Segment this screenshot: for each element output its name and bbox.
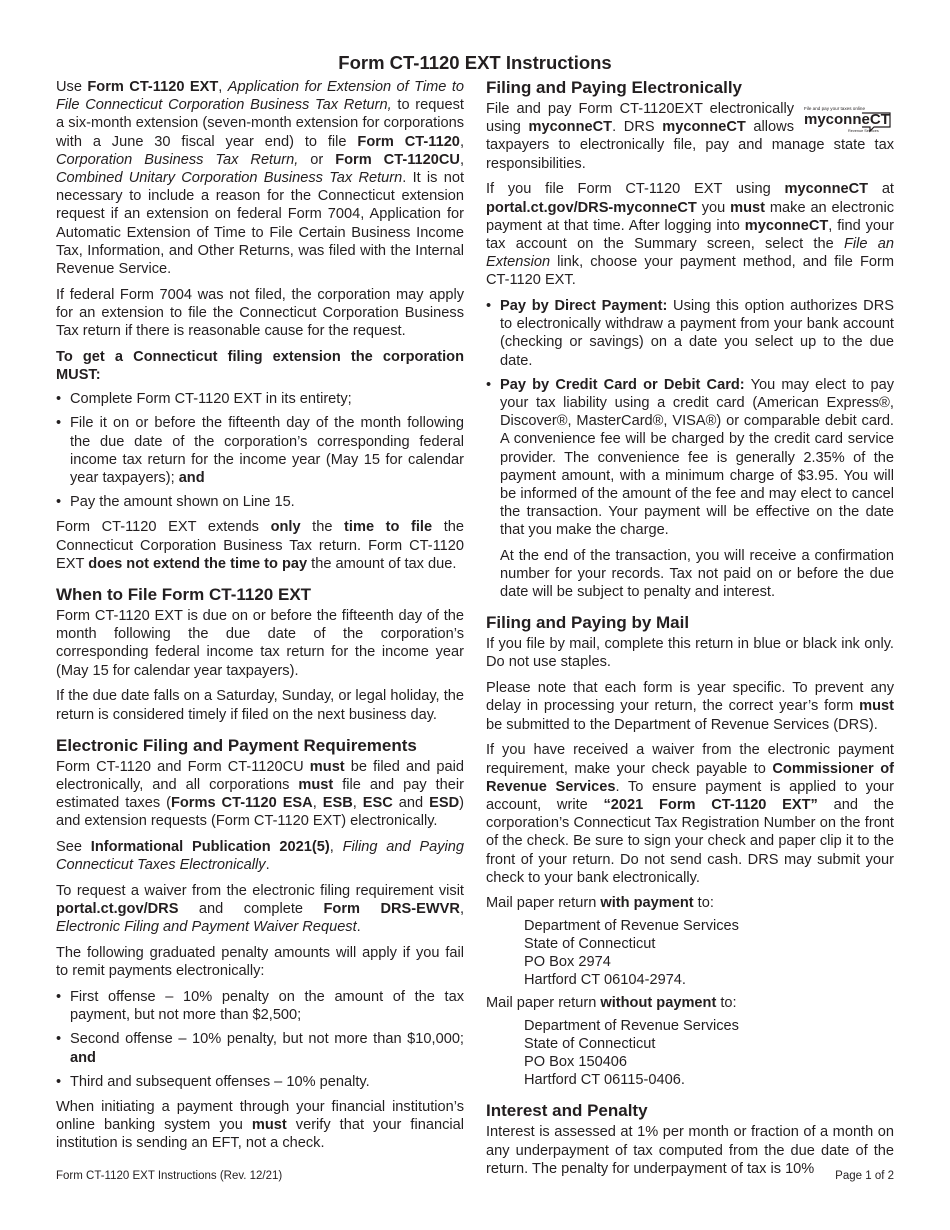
mail-paragraph-1: If you file by mail, complete this return in blue or black ink only. Do not use staples. [486,636,894,671]
elec-paragraph-2: If you file Form CT-1120 EXT using myconneCT at portal.ct.gov/DRS-myconneCT you must make an electronic payment at that time. After logging into myconneCT, find your tax account on the Summary screen, select the File an Extension link, choose your payment method, and file Form CT-1120 EXT. [486,181,895,289]
when-paragraph-2: If the due date falls on a Saturday, Sunday, or legal holiday, the return is considered timely if filed on the next business day. [56,688,464,723]
svg-text:Revenue Services: Revenue Services [848,129,879,133]
extends-paragraph: Form CT-1120 EXT extends only the time to file the Connecticut Corporation Business Tax return. Form CT-1120 EXT does not extend the time to pay the amount of tax due. [56,519,464,572]
confirmation-paragraph: At the end of the transaction, you will receive a confirmation number for your records. Tax not paid on or before the due date will be subject to penalty and interest. [500,547,894,601]
elec-paragraph-1: File and pay your taxes online myconneCT Revenue Services File and pay Form CT-1120EXT electronically using myconneCT. DRS myconneCT allows taxpayers to electronically file, pay and manage state tax responsibilities. [486,101,894,172]
list-item: • Complete Form CT-1120 EXT in its entirety; [56,391,352,408]
efile-paragraph-2: See Informational Publication 2021(5), Filing and Paying Connecticut Taxes Electronically. [56,839,464,874]
efile-paragraph-4: The following graduated penalty amounts will apply if you fail to remit payments electronically: [56,945,464,980]
payment-options-list [486,297,894,540]
list-item: • Third and subsequent offenses – 10% penalty. [56,1073,370,1090]
must-list [56,390,464,511]
address-line: State of Connecticut [524,935,656,952]
address-without-payment [524,1017,894,1090]
footer-form-revision: Form CT-1120 EXT Instructions (Rev. 12/21) [56,1170,283,1182]
svg-text:myconneCT: myconneCT [804,111,890,128]
myconnect-logo [802,104,894,134]
intro-paragraph: Use Form CT-1120 EXT, Application for Extension of Time to File Connecticut Corporation Business Tax Return, to request a six-month extension (seven-month extension for corporations with a June 30 fiscal year end) to file Form CT-1120, Corporation Business Tax Return, or Form CT-1120CU, Combined Unitary Corporation Business Tax Return. It is not necessary to include a reason for the Connecticut extension request if an extension on federal Form 7004, Application for Automatic Extension of Time to File Certain Business Income Tax, Information, and Other Returns, was filed with the Internal Revenue Service. [56,79,465,278]
interest-paragraph: Interest is assessed at 1% per month or fraction of a month on any underpayment of tax computed from the due date of the return. The penalty for underpayment of tax is 10% [486,1124,894,1177]
list-item: • Pay by Credit Card or Debit Card: You may elect to pay your tax liability using a credit card (American Express®, Discover®, MasterCard®, VISA®) or comparable debit card. A convenience fee will be charged by the credit card service provider. The convenience fee is generally 2.35% of the payment amount, with a minimum charge of $3.95. You will be informed of the amount of the fee and may elect to cancel the transaction. Your payment will be effective on the date that you make the charge. [486,376,894,539]
electronic-filing-heading: Electronic Filing and Payment Requirements [56,735,417,755]
right-column [486,78,894,1186]
filing-electronically-heading: Filing and Paying Electronically [486,78,743,97]
when-paragraph-1: Form CT-1120 EXT is due on or before the fifteenth day of the month following the due date of the corporation’s corresponding federal income tax return for the income year (May 15 for calendar year taxpayers). [56,608,464,679]
svg-text:File and pay your taxes online: File and pay your taxes online [804,106,866,111]
address-line: State of Connecticut [524,1035,656,1052]
filing-by-mail-heading: Filing and Paying by Mail [486,613,690,633]
page-title: Form CT-1120 EXT Instructions [338,52,612,73]
left-column [56,78,464,1160]
address-line: Department of Revenue Services [524,1017,739,1034]
penalty-list [56,988,464,1091]
address-line: PO Box 150406 [524,1054,628,1071]
interest-penalty-heading: Interest and Penalty [486,1101,648,1121]
must-heading: To get a Connecticut filing extension the corporation MUST: [56,348,464,384]
efile-paragraph-5: When initiating a payment through your financial institution’s online banking system you must verify that your financial institution is sending an EFT, not a check. [56,1099,464,1152]
address-line: Department of Revenue Services [524,917,739,934]
address-line: Hartford CT 06115-0406. [524,1072,685,1089]
when-to-file-heading: When to File Form CT-1120 EXT [56,585,312,605]
form-7004-paragraph: If federal Form 7004 was not filed, the corporation may apply for an extension to file the Connecticut Corporation Business Tax return if there is reasonable cause for the request. [56,286,464,340]
efile-paragraph-1: Form CT-1120 and Form CT-1120CU must be filed and paid electronically, and all corporations must file and pay their estimated taxes (Forms CT-1120 ESA, ESB, ESC and ESD) and extension requests (Form CT-1120 EXT) electronically. [56,758,465,830]
list-item: • Pay by Direct Payment: Using this option authorizes DRS to electronically withdraw a payment from your bank account (checking or savings) on a date you select up to the due date. [486,298,894,369]
list-item: • File it on or before the fifteenth day of the month following the due date of the corporation’s corresponding federal income tax return for the income year (May 15 for calendar year taxpayers); and [56,415,464,487]
with-payment-line: Mail paper return with payment to: [486,895,714,912]
efile-paragraph-3: To request a waiver from the electronic filing requirement visit portal.ct.gov/DRS and complete Form DRS-EWVR, Electronic Filing and Payment Waiver Request. [56,883,464,936]
list-item: • First offense – 10% penalty on the amount of the tax payment, but not more than $2,500; [56,989,464,1024]
address-line: Hartford CT 06104-2974. [524,972,686,989]
address-line: PO Box 2974 [524,954,611,971]
list-item: • Pay the amount shown on Line 15. [56,494,295,511]
without-payment-line: Mail paper return without payment to: [486,995,737,1012]
mail-paragraph-2: Please note that each form is year specific. To prevent any delay in processing your return, the correct year’s form must be submitted to the Department of Revenue Services (DRS). [486,680,894,733]
list-item: • Second offense – 10% penalty, but not more than $10,000; and [56,1031,464,1066]
mail-paragraph-3: If you have received a waiver from the electronic payment requirement, make your check payable to Commissioner of Revenue Services. To ensure payment is applied to your account, write “2021 Form CT-1120 EXT” and the corporation’s Connecticut Tax Registration Number on the front of the check. Be sure to sign your check and paper clip it to the front of your return. Do not send cash. DRS may submit your check to your bank electronically. [486,742,895,886]
footer-page-number: Page 1 of 2 [835,1170,894,1182]
address-with-payment [524,917,894,990]
